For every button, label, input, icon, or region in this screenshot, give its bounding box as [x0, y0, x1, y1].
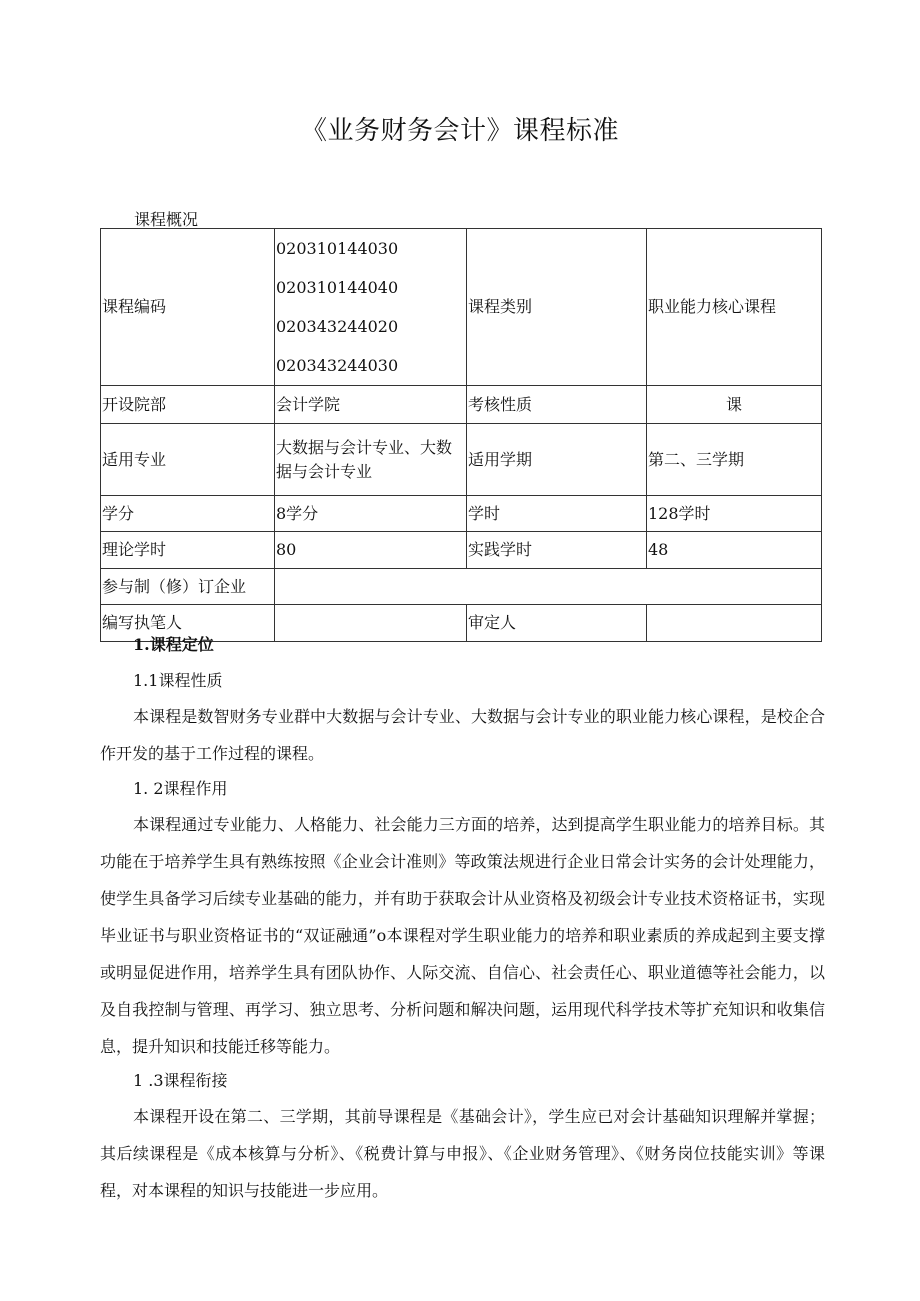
course-type-label: 课程类别 — [467, 229, 647, 386]
dept-label: 开设院部 — [101, 386, 275, 424]
subsection-heading-course-role: 1. 2课程作用 — [133, 779, 228, 798]
table-caption: 课程概况 — [134, 210, 199, 229]
document-title: 《业务财务会计》课程标准 — [300, 116, 619, 146]
credit-value: 8学分 — [275, 496, 467, 532]
course-code-item: 020310144030 — [276, 239, 399, 258]
semester-label: 适用学期 — [467, 424, 647, 496]
theory-hours-label: 理论学时 — [101, 532, 275, 569]
semester-value: 第二、三学期 — [647, 424, 822, 496]
course-code-item: 020310144040 — [276, 278, 399, 297]
assess-label: 考核性质 — [467, 386, 647, 424]
paragraph-course-connection: 本课程开设在第二、三学期，其前导课程是《基础会计》，学生应已对会计基础知识理解并掌握；其后续课程是《成本核算与分析》、《税费计算与申报》、《企业财务管理》、《财务岗位技能实训》等课程，对本课程的知识与技能进一步应用。 — [100, 1107, 825, 1200]
assess-value: 课 — [647, 386, 822, 424]
major-value: 大数据与会计专业、大数据与会计专业 — [275, 424, 467, 496]
practice-hours-value: 48 — [647, 532, 822, 569]
practice-hours-label: 实践学时 — [467, 532, 647, 569]
enterprise-label: 参与制（修）订企业 — [101, 569, 275, 605]
course-code-values — [275, 229, 467, 386]
subsection-heading-course-nature: 1.1课程性质 — [133, 671, 223, 690]
course-code-item: 020343244030 — [276, 356, 399, 375]
theory-hours-value: 80 — [275, 532, 467, 569]
course-code-label: 课程编码 — [101, 229, 275, 386]
course-code-item: 020343244020 — [276, 317, 399, 336]
reviewer-label: 审定人 — [467, 605, 647, 642]
hours-label: 学时 — [467, 496, 647, 532]
dept-value: 会计学院 — [275, 386, 467, 424]
paragraph-course-role: 本课程通过专业能力、人格能力、社会能力三方面的培养，达到提高学生职业能力的培养目标。其功能在于培养学生具有熟练按照《企业会计准则》等政策法规进行企业日常会计实务的会计处理能力，使学生具备学习后续专业基础的能力，并有助于获取会计从业资格及初级会计专业技术资格证书，实现毕业证书与职业资格证书的“双证融通”o本课程对学生职业能力的培养和职业素质的养成起到主要支撑或明显促进作用，培养学生具有团队协作、人际交流、自信心、社会责任心、职业道德等社会能力，以及自我控制与管理、再学习、独立思考、分析问题和解决问题，运用现代科学技术等扩充知识和收集信息，提升知识和技能迁移等能力。 — [100, 815, 825, 1056]
credit-label: 学分 — [101, 496, 275, 532]
hours-value: 128学时 — [647, 496, 822, 532]
course-type-value: 职业能力核心课程 — [647, 229, 822, 386]
major-label: 适用专业 — [101, 424, 275, 496]
author-label: 编写执笔人 — [101, 605, 275, 642]
section-heading-course-positioning: 1.课程定位 — [133, 635, 214, 654]
enterprise-value — [275, 569, 822, 605]
course-overview-table — [100, 228, 822, 642]
subsection-heading-course-connection: 1 .3课程衔接 — [133, 1071, 228, 1090]
paragraph-course-nature: 本课程是数智财务专业群中大数据与会计专业、大数据与会计专业的职业能力核心课程，是校企合作开发的基于工作过程的课程。 — [100, 707, 825, 763]
